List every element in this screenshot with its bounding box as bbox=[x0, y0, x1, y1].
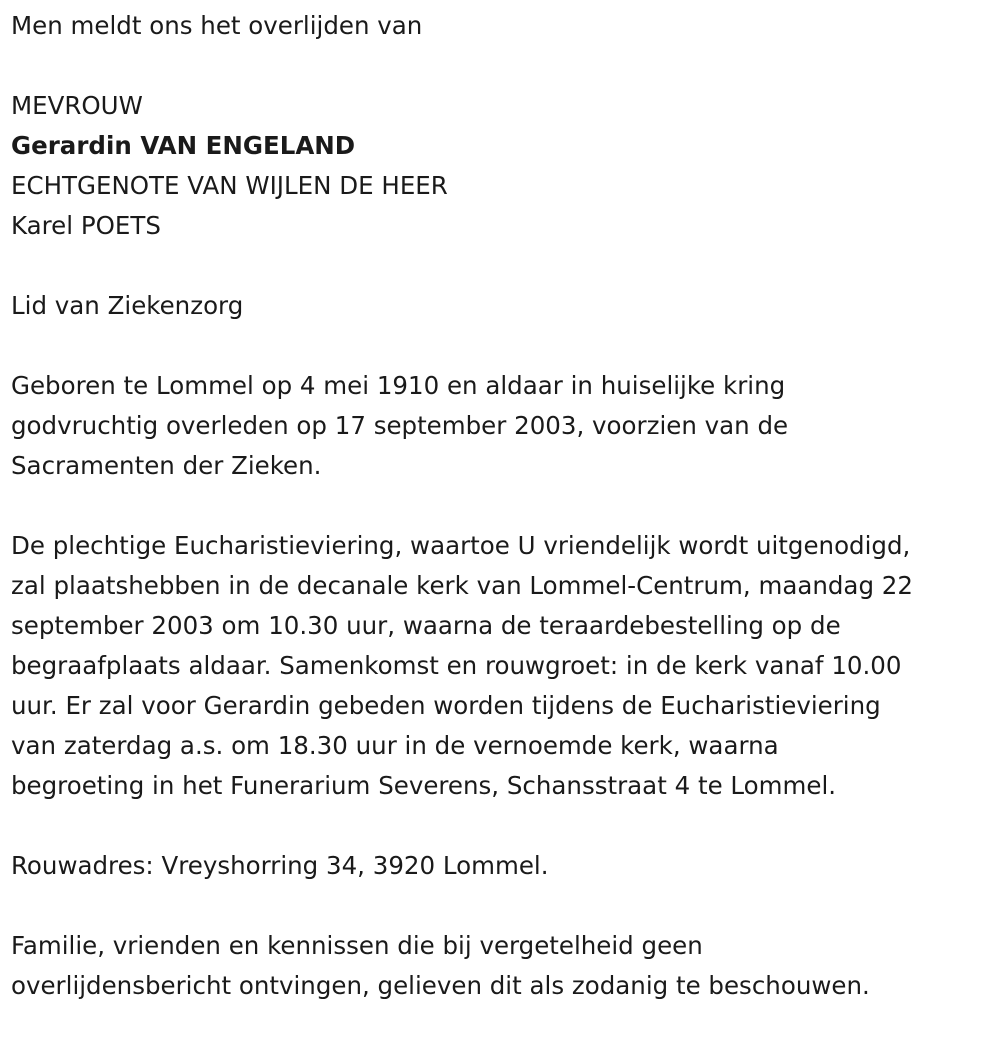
spacer bbox=[11, 486, 1000, 526]
mourning-address: Rouwadres: Vreyshorring 34, 3920 Lommel. bbox=[11, 851, 549, 880]
spacer bbox=[11, 886, 1000, 926]
spouse-name: Karel POETS bbox=[11, 211, 161, 240]
paragraph-line: De plechtige Eucharistieviering, waartoe U vriendelijk wordt uitgenodigd, bbox=[11, 531, 911, 560]
paragraph-line: overlijdensbericht ontvingen, gelieven dit als zodanig te beschouwen. bbox=[11, 971, 870, 1000]
paragraph-line: Familie, vrienden en kennissen die bij vergetelheid geen bbox=[11, 931, 703, 960]
spouse-title: ECHTGENOTE VAN WIJLEN DE HEER bbox=[11, 171, 448, 200]
deceased-name: Gerardin VAN ENGELAND bbox=[11, 131, 356, 160]
membership: Lid van Ziekenzorg bbox=[11, 291, 244, 320]
spacer bbox=[11, 246, 1000, 286]
paragraph-line: uur. Er zal voor Gerardin gebeden worden tijdens de Eucharistieviering bbox=[11, 691, 881, 720]
paragraph-line: zal plaatshebben in de decanale kerk van Lommel-Centrum, maandag 22 bbox=[11, 571, 913, 600]
ceremony-paragraph bbox=[11, 526, 1000, 806]
spacer bbox=[11, 806, 1000, 846]
paragraph-line: begroeting in het Funerarium Severens, Schansstraat 4 te Lommel. bbox=[11, 771, 837, 800]
paragraph-line: begraafplaats aldaar. Samenkomst en rouwgroet: in de kerk vanaf 10.00 bbox=[11, 651, 902, 680]
spacer bbox=[11, 326, 1000, 366]
paragraph-line: godvruchtig overleden op 17 september 2003, voorzien van de bbox=[11, 411, 789, 440]
spacer bbox=[11, 46, 1000, 86]
intro-text: Men meldt ons het overlijden van bbox=[11, 11, 423, 40]
paragraph-line: Sacramenten der Zieken. bbox=[11, 451, 322, 480]
paragraph-line: van zaterdag a.s. om 18.30 uur in de vernoemde kerk, waarna bbox=[11, 731, 779, 760]
birth-death-paragraph bbox=[11, 366, 1000, 486]
salutation: MEVROUW bbox=[11, 91, 143, 120]
closing-paragraph bbox=[11, 926, 1000, 1006]
paragraph-line: september 2003 om 10.30 uur, waarna de teraardebestelling op de bbox=[11, 611, 841, 640]
paragraph-line: Geboren te Lommel op 4 mei 1910 en aldaar in huiselijke kring bbox=[11, 371, 786, 400]
